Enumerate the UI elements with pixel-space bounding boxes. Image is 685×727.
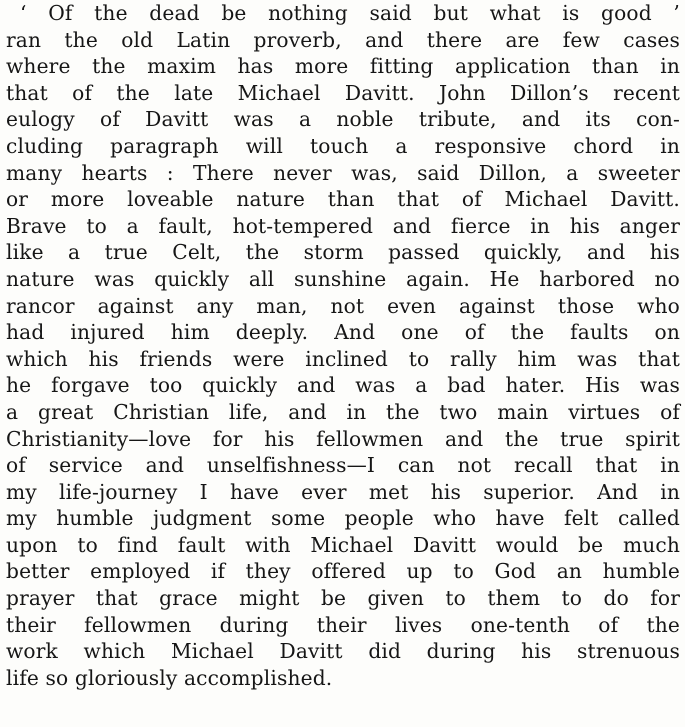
text-line: ‘ Of the dead be nothing said but what is good ’ — [20, 1, 680, 25]
text-line: a great Christian life, and in the two main virtues of — [6, 399, 680, 424]
text-line: Brave to a fault, hot-tempered and fierce in his anger — [6, 213, 680, 238]
text-line: nature was quickly all sunshine again. He harbored no — [6, 266, 680, 291]
text-line: life so gloriously accomplished. — [6, 665, 333, 690]
text-line: like a true Celt, the storm passed quickly, and his — [6, 240, 680, 265]
text-line: rancor against any man, not even against those who — [6, 293, 680, 318]
text-line: he forgave too quickly and was a bad hater. His was — [6, 373, 680, 398]
text-line: of service and unselfishness—I can not recall that in — [6, 453, 680, 478]
text-line: or more loveable nature than that of Michael Davitt. — [6, 187, 680, 212]
text-line: better employed if they offered up to God an humble — [6, 559, 680, 584]
text-line: had injured him deeply. And one of the faults on — [6, 320, 680, 345]
text-line: work which Michael Davitt did during his strenuous — [6, 639, 680, 664]
text-line: prayer that grace might be given to them to do for — [6, 586, 680, 611]
text-line: that of the late Michael Davitt. John Dillon’s recent — [6, 80, 680, 105]
text-line: Christianity—love for his fellowmen and the true spirit — [6, 426, 680, 451]
text-line: ran the old Latin proverb, and there are few cases — [6, 27, 680, 52]
text-line: cluding paragraph will touch a responsive chord in — [6, 133, 680, 158]
text-line: my humble judgment some people who have felt called — [6, 506, 680, 531]
text-line: their fellowmen during their lives one-tenth of the — [6, 612, 680, 637]
text-line: where the maxim has more fitting application than in — [6, 54, 680, 79]
text-line: which his friends were inclined to rally him was that — [6, 346, 680, 371]
text-line: many hearts : There never was, said Dillon, a sweeter — [6, 160, 680, 185]
text-line: my life-journey I have ever met his superior. And in — [6, 479, 680, 504]
article-text — [6, 0, 680, 691]
text-line: upon to find fault with Michael Davitt would be much — [6, 532, 680, 557]
text-line: eulogy of Davitt was a noble tribute, and its con- — [6, 107, 680, 132]
